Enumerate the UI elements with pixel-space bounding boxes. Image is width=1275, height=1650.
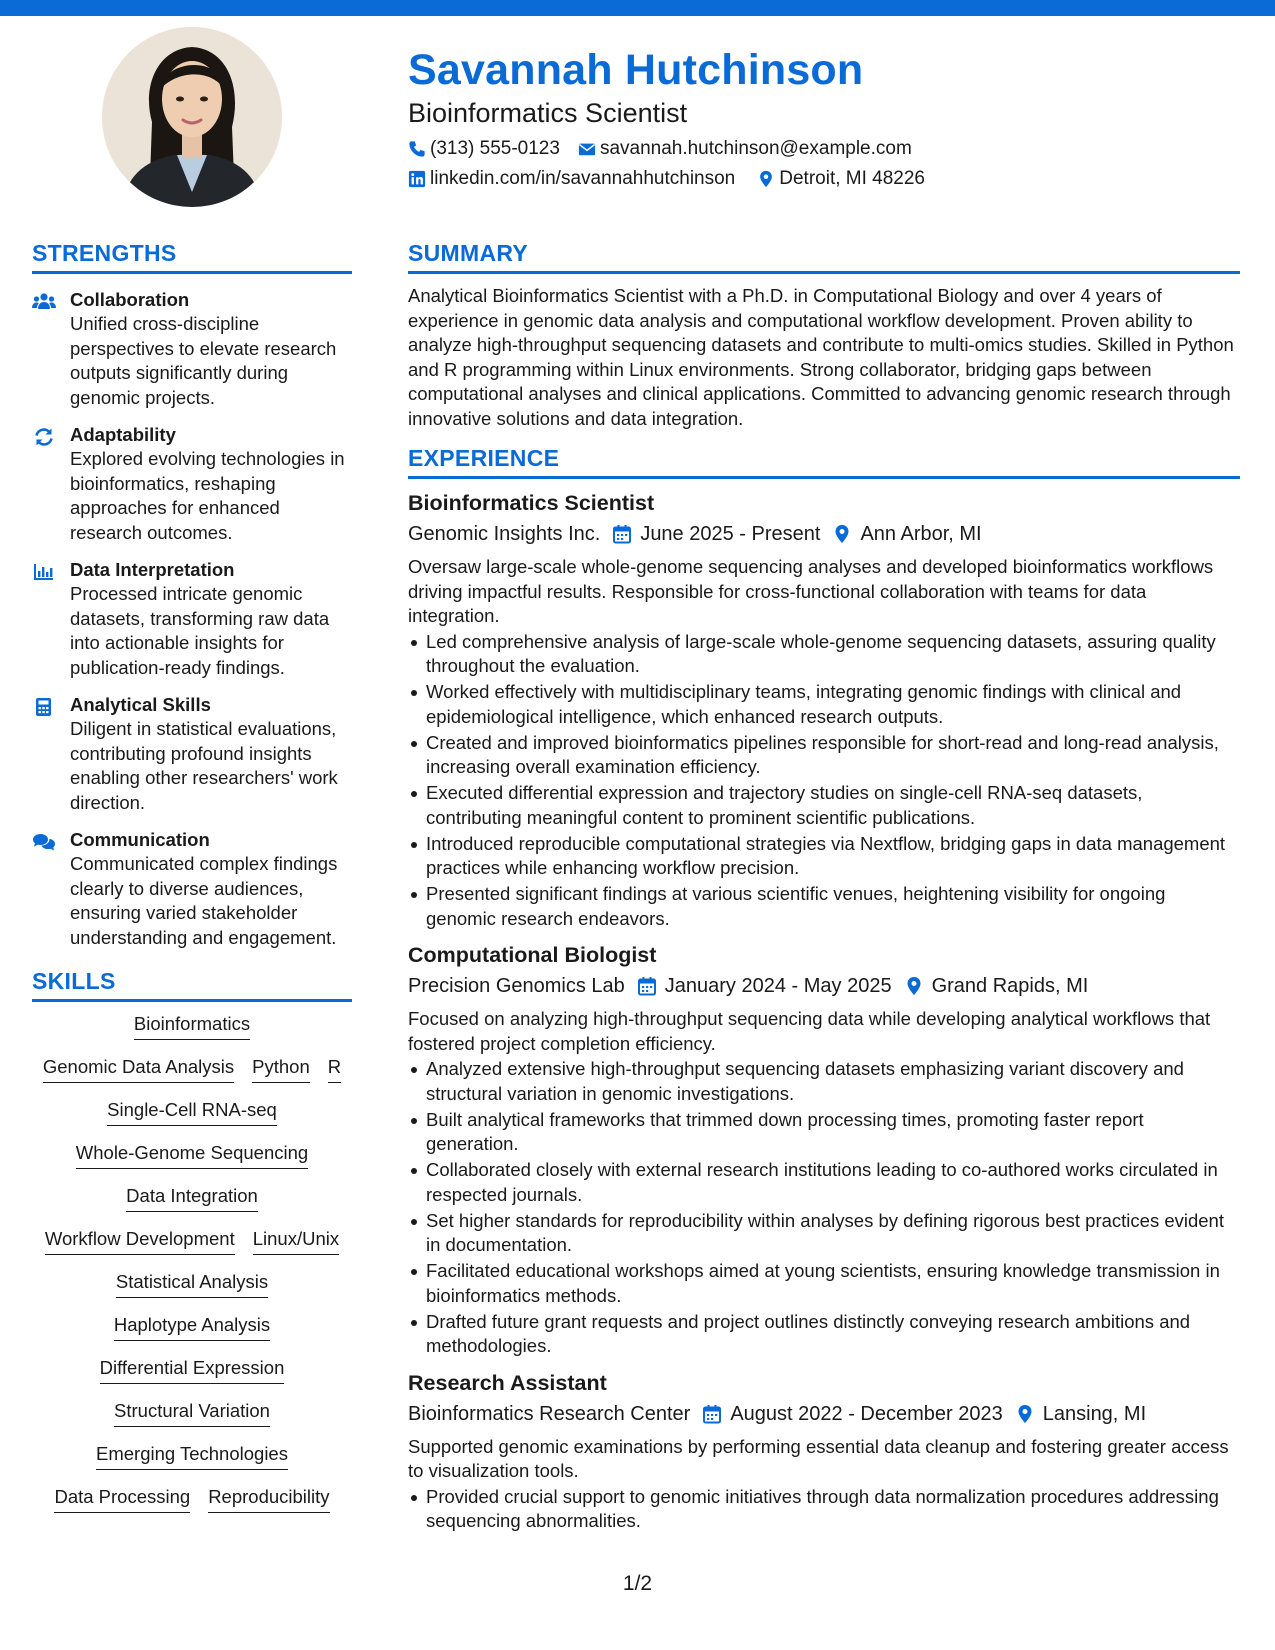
skills-row [32, 1184, 352, 1212]
list-item: Analyzed extensive high-throughput sequencing datasets emphasizing variant discovery and structural variation in genomic investigations. [408, 1057, 1240, 1106]
skill-tag: R [328, 1055, 341, 1083]
top-accent-bar [0, 0, 1275, 16]
skill-tag: Statistical Analysis [116, 1270, 268, 1298]
skill-tag: Bioinformatics [134, 1012, 250, 1040]
job-description: Supported genomic examinations by performing essential data cleanup and fostering greater access to visualization tools. [408, 1435, 1229, 1481]
job-dates [702, 1399, 1002, 1429]
company-text: Bioinformatics Research Center [408, 1402, 691, 1425]
strength-title: Adaptability [70, 424, 176, 445]
strength-title: Analytical Skills [70, 694, 211, 715]
summary-heading: SUMMARY [408, 238, 1240, 274]
contact-email[interactable] [578, 136, 912, 162]
job-company [408, 519, 600, 549]
job-location [904, 971, 1089, 1001]
skill-tag: Python [252, 1055, 310, 1083]
dates-text: June 2025 - Present [640, 523, 821, 545]
map-pin-icon [832, 524, 852, 544]
strength-desc: Explored evolving technologies in bioinformatics, reshaping approaches for enhanced research outcomes. [70, 448, 345, 543]
list-item: Built analytical frameworks that trimmed down processing times, promoting faster report generation. [408, 1108, 1240, 1157]
skills-row [32, 1442, 352, 1470]
map-pin-icon [757, 170, 775, 188]
job-entry [408, 941, 1240, 1359]
calendar-icon [702, 1404, 722, 1424]
skill-tag: Structural Variation [114, 1399, 270, 1427]
skill-tag: Workflow Development [45, 1227, 235, 1255]
contact-row-primary [408, 136, 1248, 162]
contact-row-secondary [408, 166, 1248, 192]
job-role: Research Assistant [408, 1370, 607, 1395]
job-dates [637, 971, 892, 1001]
envelope-icon [578, 140, 596, 158]
strength-item-analytical-skills [32, 693, 352, 815]
list-item: Executed differential expression and trajectory studies on single-cell RNA-seq datasets, contributing meaningful content to prominent scientific publications. [408, 781, 1240, 830]
list-item: Presented significant findings at various scientific venues, heightening visibility for ongoing genomic research endeavors. [408, 882, 1240, 931]
users-icon [32, 292, 56, 312]
skills-row [32, 1141, 352, 1169]
list-item: Drafted future grant requests and project outlines distinctly conveying research ambitions and methodologies. [408, 1310, 1240, 1359]
job-description: Oversaw large-scale whole-genome sequencing analyses and developed bioinformatics workflows driving impactful results. Responsible for cross-functional collaboration with teams for data integration. [408, 556, 1214, 626]
email-text[interactable]: savannah.hutchinson@example.com [599, 138, 912, 159]
contact-phone [408, 136, 560, 162]
job-role: Computational Biologist [408, 943, 657, 967]
job-bullets [408, 1057, 1240, 1359]
strengths-list [32, 284, 352, 950]
linkedin-text[interactable]: linkedin.com/in/savannahhutchinson [430, 168, 736, 189]
location-text: Grand Rapids, MI [931, 975, 1089, 997]
skill-tag: Data Integration [126, 1184, 258, 1212]
phone-text: (313) 555-0123 [430, 138, 560, 159]
skills-row [32, 1313, 352, 1341]
map-pin-icon [1015, 1404, 1035, 1424]
skills-row [32, 1485, 352, 1513]
calculator-icon [32, 697, 56, 717]
candidate-title: Bioinformatics Scientist [408, 98, 688, 128]
skill-tag: Whole-Genome Sequencing [76, 1141, 308, 1169]
skill-tag: Data Processing [54, 1485, 190, 1513]
summary-text: Analytical Bioinformatics Scientist with a Ph.D. in Computational Biology and over 4 years of experience in genomic data analysis and computational workflow development. Proven ability to analyze high-throughput sequencing datasets and contribute to multi-omics studies. Skilled in Python and R programming within Linux environments. Strong collaborator, bridging gaps between computational analyses and clinical applications. Committed to advancing genomic research through innovative solutions and data integration. [408, 285, 1234, 429]
skills-row [32, 1012, 352, 1040]
skills-heading: SKILLS [32, 966, 352, 1002]
strength-desc: Diligent in statistical evaluations, contributing profound insights enabling other researchers' work direction. [70, 718, 338, 813]
job-company [408, 971, 625, 1001]
skill-tag: Emerging Technologies [96, 1442, 288, 1470]
calendar-icon [637, 976, 657, 996]
skills-row [32, 1399, 352, 1427]
skill-tag: Haplotype Analysis [114, 1313, 270, 1341]
experience-heading: EXPERIENCE [408, 443, 1240, 479]
job-company [408, 1399, 690, 1429]
dates-text: January 2024 - May 2025 [664, 975, 892, 997]
list-item: Provided crucial support to genomic initiatives through data normalization procedures addressing sequencing abnormalities. [408, 1485, 1240, 1534]
job-description: Focused on analyzing high-throughput sequencing data while developing analytical workflows that fostered project completion efficiency. [408, 1008, 1211, 1054]
profile-photo [102, 27, 282, 207]
job-meta [408, 1399, 1240, 1429]
contact-location [757, 166, 925, 192]
list-item: Introduced reproducible computational strategies via Nextflow, bridging gaps in data management practices while enhancing workflow precision. [408, 832, 1240, 881]
strengths-heading: STRENGTHS [32, 238, 352, 274]
sync-icon [32, 427, 56, 447]
job-location [1015, 1399, 1146, 1429]
chat-icon [32, 832, 56, 852]
job-bullets [408, 1485, 1240, 1534]
job-meta [408, 519, 1240, 549]
strength-title: Data Interpretation [70, 559, 235, 580]
candidate-name: Savannah Hutchinson [408, 46, 864, 94]
strength-desc: Communicated complex findings clearly to diverse audiences, ensuring varied stakeholder understanding and engagement. [70, 853, 338, 948]
strength-title: Communication [70, 829, 210, 850]
strength-item-data-interpretation [32, 558, 352, 680]
job-location [832, 519, 981, 549]
location-text: Ann Arbor, MI [860, 523, 982, 545]
skills-row [32, 1356, 352, 1384]
skills-row [32, 1055, 352, 1083]
skills-list [32, 1012, 352, 1513]
job-entry [408, 489, 1240, 931]
contact-linkedin[interactable] [408, 166, 735, 192]
skills-row [32, 1227, 352, 1255]
job-bullets [408, 630, 1240, 932]
right-column [408, 238, 1240, 1544]
company-text: Genomic Insights Inc. [408, 523, 601, 545]
list-item: Led comprehensive analysis of large-scale whole-genome sequencing datasets, assuring quality throughout the evaluation. [408, 630, 1240, 679]
job-role: Bioinformatics Scientist [408, 491, 655, 515]
skill-tag: Reproducibility [208, 1485, 329, 1513]
dates-text: August 2022 - December 2023 [730, 1402, 1003, 1425]
strength-desc: Unified cross-discipline perspectives to elevate research outputs significantly during genomic projects. [70, 313, 337, 408]
strength-item-communication [32, 828, 352, 950]
skill-tag: Genomic Data Analysis [43, 1055, 234, 1083]
skill-tag: Single-Cell RNA-seq [107, 1098, 277, 1126]
strength-item-collaboration [32, 288, 352, 410]
list-item: Created and improved bioinformatics pipelines responsible for short-read and long-read analysis, increasing overall examination efficiency. [408, 731, 1240, 780]
phone-icon [408, 140, 426, 158]
strength-item-adaptability [32, 423, 352, 545]
location-text: Lansing, MI [1042, 1402, 1147, 1425]
calendar-icon [612, 524, 632, 544]
list-item: Worked effectively with multidisciplinary teams, integrating genomic findings with clinical and epidemiological intelligence, which enhanced research outputs. [408, 680, 1240, 729]
map-pin-icon [904, 976, 924, 996]
job-entry [408, 1369, 1240, 1534]
company-text: Precision Genomics Lab [408, 975, 625, 997]
strength-desc: Processed intricate genomic datasets, transforming raw data into actionable insights for publication-ready findings. [70, 583, 330, 678]
page-number: 1/2 [622, 1572, 653, 1595]
job-meta [408, 971, 1240, 1001]
resume-header [408, 44, 1248, 192]
skill-tag: Linux/Unix [253, 1227, 339, 1255]
strength-title: Collaboration [70, 289, 190, 310]
left-column [32, 238, 352, 1528]
location-text: Detroit, MI 48226 [779, 168, 926, 189]
profile-photo-illustration [102, 27, 282, 207]
bar-chart-icon [32, 562, 56, 582]
linkedin-icon [408, 170, 426, 188]
skills-row [32, 1270, 352, 1298]
list-item: Collaborated closely with external research institutions leading to co-authored works circulated in respected journals. [408, 1158, 1240, 1207]
list-item: Set higher standards for reproducibility within analyses by defining rigorous best practices evident in documentation. [408, 1209, 1240, 1258]
skill-tag: Differential Expression [100, 1356, 285, 1384]
job-dates [612, 519, 820, 549]
list-item: Facilitated educational workshops aimed at young scientists, ensuring knowledge transmission in bioinformatics methods. [408, 1259, 1240, 1308]
skills-row [32, 1098, 352, 1126]
